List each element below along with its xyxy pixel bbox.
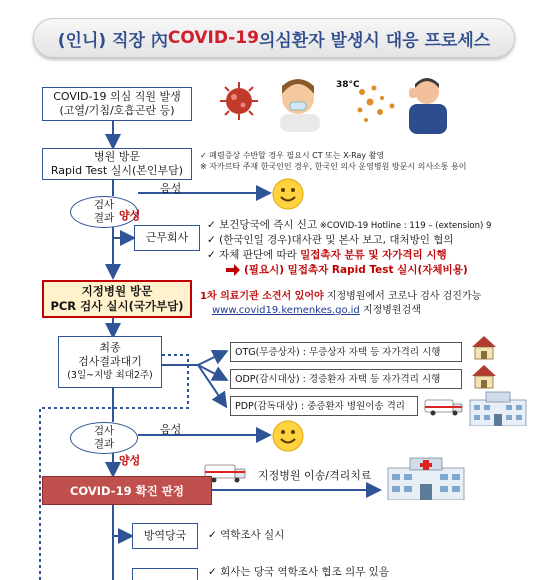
hospital-building-icon xyxy=(468,390,528,426)
house-icon xyxy=(470,333,498,361)
hospital-building-icon xyxy=(386,456,466,500)
designated-note-2: www.covid19.kemenkes.go.id 지정병원검색 xyxy=(212,305,421,316)
designated-note-1: 1차 의료기관 소견서 있어야 지정병원에서 코로나 검사 검진가능 xyxy=(200,291,482,302)
right-arrow-icon xyxy=(226,264,240,276)
ambulance-icon xyxy=(424,396,464,416)
company-box xyxy=(132,568,198,580)
negative-label-2: 음성 xyxy=(160,423,182,436)
confirmed-box: COVID-19 확진 판정 xyxy=(42,476,212,505)
quarantine-note: ✓ 역학조사 실시 xyxy=(208,529,285,541)
test-result-oval-1: 검사 결과 xyxy=(70,196,138,228)
covid-site-link[interactable]: www.covid19.kemenkes.go.id xyxy=(212,305,360,316)
wfh-note-3: ✓ 자체 판단에 따라 밀접촉자 분류 및 자가격리 시행 xyxy=(207,249,447,261)
wfh-note-2: ✓ (한국인일 경우)대사관 및 본사 보고, 대처방인 협의 xyxy=(207,234,454,246)
positive-label-2: 양성 xyxy=(119,454,141,467)
company-note: ✓ 회사는 당국 역학조사 협조 의무 있음 xyxy=(208,566,389,578)
wfh-note-4: (필요시) 밀접촉자 Rapid Test 실시(자체비용) xyxy=(244,264,468,276)
coughing-person-icon xyxy=(395,74,450,134)
transfer-note: 지정병원 이송/격리치료 xyxy=(258,469,372,482)
temperature-label: 38°C xyxy=(336,80,360,90)
waiting-result-box: 최종 검사결과대기 (3일~지방 최대2주) xyxy=(58,336,162,388)
negative-label-1: 음성 xyxy=(160,182,182,195)
work-from-home-box: 근무회사 xyxy=(134,225,200,251)
virus-icon xyxy=(218,80,260,122)
designated-hospital-box: 지정병원 방문 PCR 검사 실시(국가부담) xyxy=(42,280,192,318)
fever-person-icon xyxy=(272,72,332,132)
smiley-icon xyxy=(272,178,304,210)
quarantine-authority-box: 방역당국 xyxy=(132,523,198,549)
visit-note-1: ✓ 폐렴증상 수반할 경우 필요시 CT 또는 X-Ray 촬영 xyxy=(200,151,385,160)
visit-note-2: ※ 자카르타 주재 한국인인 경우, 한국인 의사 운영병원 방문시 의사소통 용이 xyxy=(200,162,467,171)
category-odp: ODP(감시대상) : 경증환자 자택 등 자가격리 시행 xyxy=(230,369,462,389)
smiley-icon xyxy=(272,420,304,452)
category-otg: OTG(무증상자) : 무증상자 자택 등 자가격리 시행 xyxy=(230,342,462,362)
category-pdp: PDP(감독대상) : 중증환자 병원이송 격리 xyxy=(230,396,418,416)
hospital-visit-box: 병원 방문 Rapid Test 실시(본인부담) xyxy=(42,148,192,180)
house-icon xyxy=(470,362,498,390)
positive-label-1: 양성 xyxy=(119,209,141,222)
page-title: (인니) 직장 內 COVID-19 의심환자 발생시 대응 프로세스 xyxy=(33,18,515,58)
test-result-oval-2: 검사 결과 xyxy=(70,422,138,454)
wfh-note-1: ✓ 보건당국에 즉시 신고 ※COVID-19 Hotline : 119 – (extension) 9 xyxy=(207,219,492,231)
suspect-employee-box: COVID-19 의심 직원 발생 (고열/기침/호흡곤란 등) xyxy=(42,87,192,121)
